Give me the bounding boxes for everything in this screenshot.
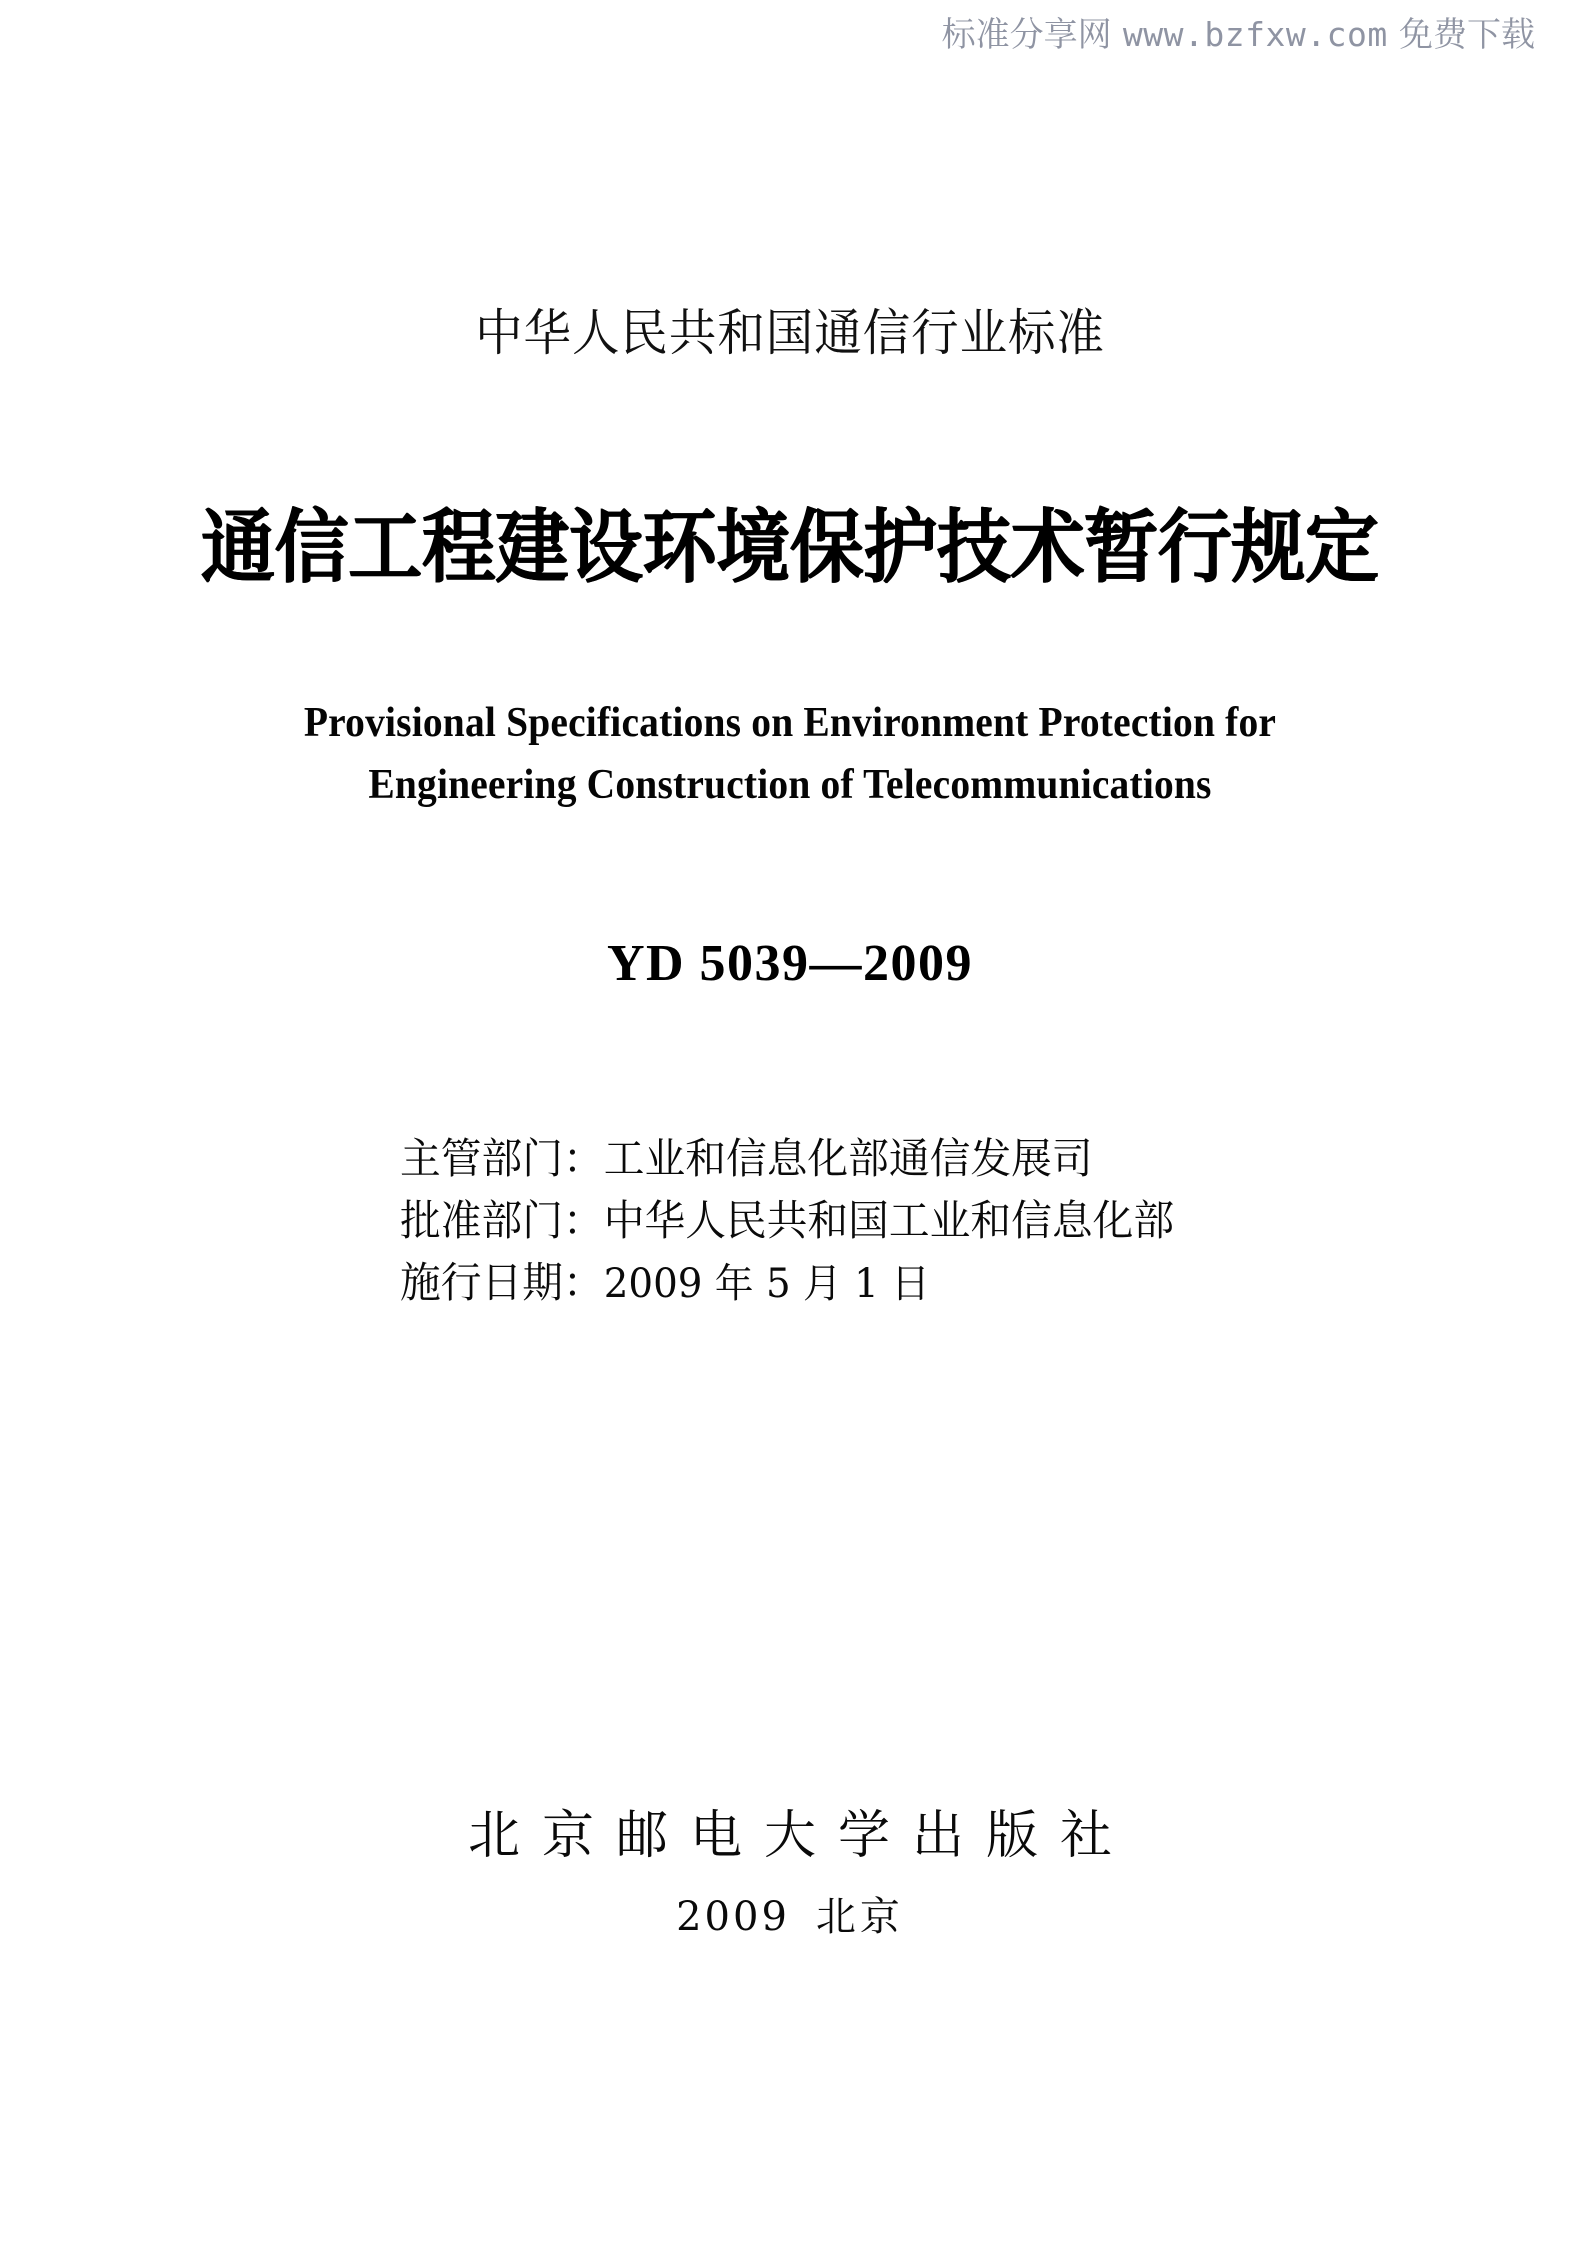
issuing-info-colon: ： (562, 1258, 604, 1307)
standard-family-line: 中华人民共和国通信行业标准 (475, 304, 1105, 362)
publication-city: 北京 (815, 1894, 904, 1940)
effective-date-label: 施行日期 (400, 1258, 563, 1307)
publication-imprint (0, 1893, 1580, 1941)
approving-department-label: 批准部门 (400, 1196, 563, 1245)
watermark-site-name: 标准分享网 (941, 15, 1112, 55)
approving-department-value: 中华人民共和国工业和信息化部 (603, 1196, 1175, 1245)
issuing-info-colon: ： (562, 1134, 604, 1183)
standard-number: YD 5039—2009 (606, 935, 974, 992)
english-subtitle-line-2: Engineering Construction of Telecommunications (368, 762, 1212, 808)
issuing-info-row (400, 1128, 1370, 1190)
issuing-info-row (400, 1252, 1370, 1315)
administering-department-value: 工业和信息化部通信发展司 (603, 1134, 1093, 1183)
page-title: 通信工程建设环境保护技术暂行规定 (201, 500, 1379, 594)
watermark-action: 免费下载 (1399, 15, 1535, 55)
administering-department-label: 主管部门 (400, 1134, 563, 1183)
effective-date-value: 2009 年 5 月 1 日 (603, 1261, 930, 1307)
watermark-url: www.bzfxw.com (1122, 15, 1388, 54)
publisher-name: 北京邮电大学出版社 (467, 1806, 1134, 1866)
english-subtitle (47, 692, 1532, 816)
issuing-info-row (400, 1190, 1370, 1252)
english-subtitle-line-1: Provisional Specifications on Environment Protection for (303, 700, 1277, 746)
issuing-info-colon: ： (562, 1196, 604, 1245)
publication-year: 2009 (676, 1894, 790, 1940)
issuing-info-block (400, 1128, 1370, 1315)
